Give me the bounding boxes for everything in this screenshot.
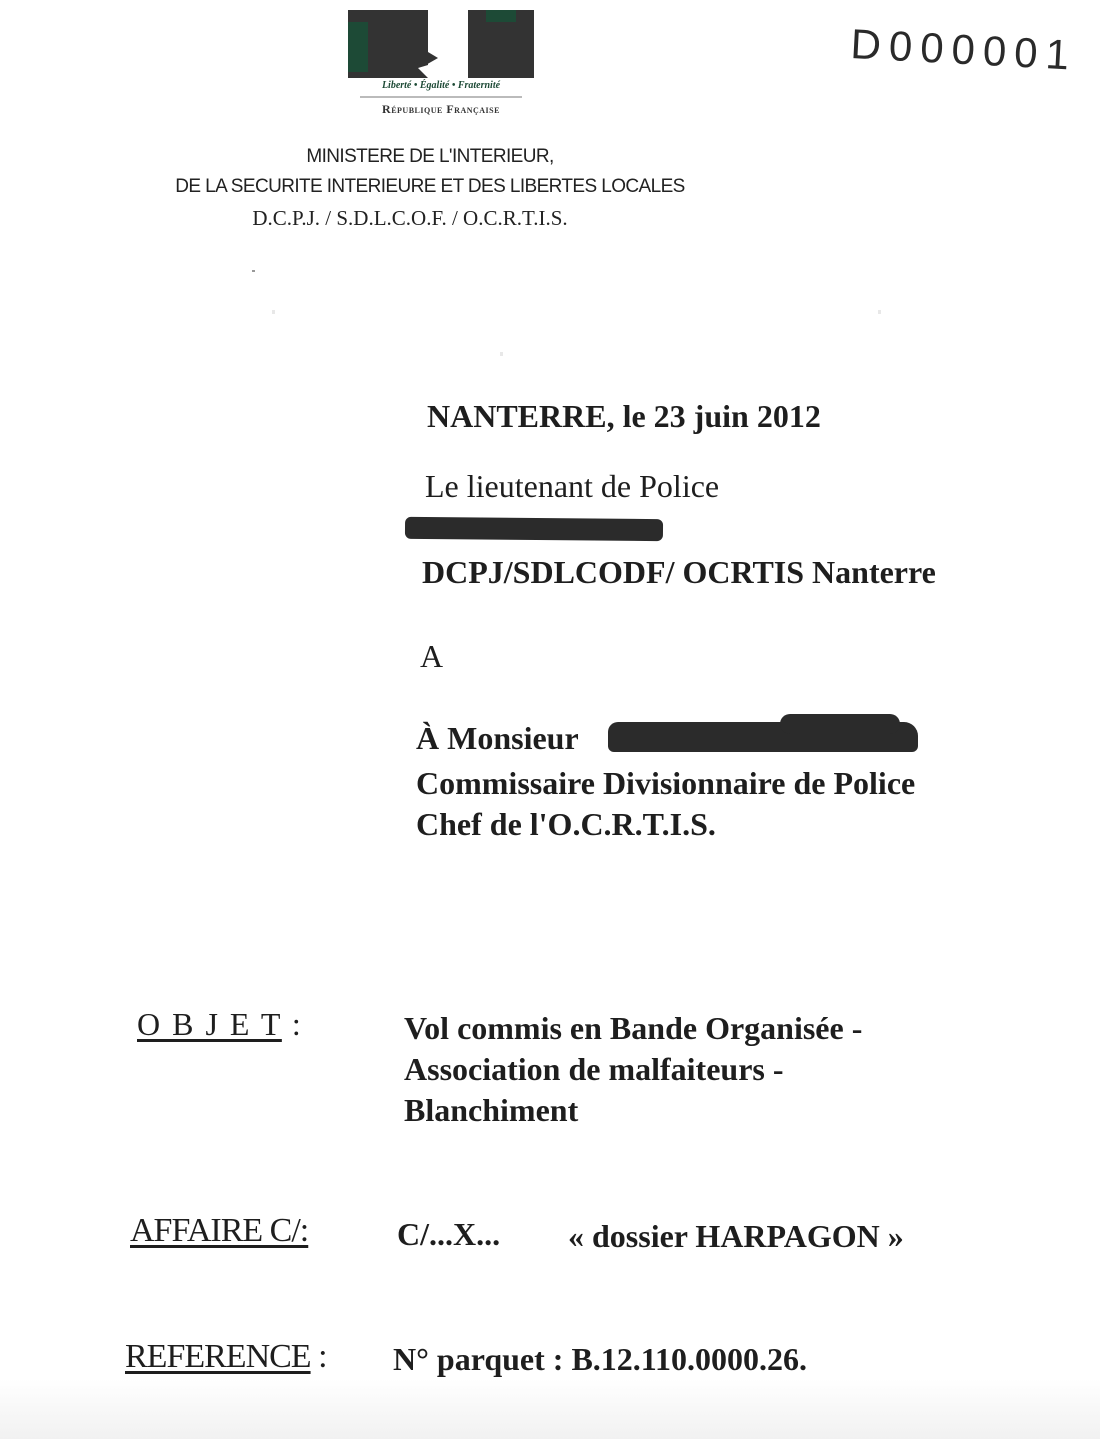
- reference-sep: :: [318, 1338, 327, 1375]
- reference-label-row: [125, 1338, 327, 1376]
- objet-label-row: [137, 1006, 303, 1043]
- marianne-profile-icon: [398, 18, 508, 78]
- addressee-position: Commissaire Divisionnaire de Police: [416, 765, 916, 801]
- objet-line-3: Blanchiment: [404, 1092, 579, 1128]
- objet-label: O B J E T: [137, 1006, 282, 1042]
- marianne-logo-icon: [346, 8, 536, 124]
- sender-unit: DCPJ/SDLCODF/ OCRTIS Nanterre: [422, 554, 936, 590]
- reference-value: N° parquet : B.12.110.0000.26.: [393, 1341, 808, 1377]
- redacted-addressee-name-overflow: [780, 714, 900, 734]
- sender-title: Le lieutenant de Police: [425, 468, 720, 504]
- document-number: D000001: [849, 20, 1079, 79]
- to-label: A: [420, 638, 444, 674]
- logo-emblem: [348, 10, 534, 78]
- scan-speck: [500, 352, 503, 356]
- affaire-label: AFFAIRE C/:: [130, 1212, 309, 1249]
- scan-speck: [272, 310, 275, 314]
- page-bottom-shadow: [0, 1379, 1100, 1439]
- reference-label: REFERENCE: [125, 1338, 311, 1375]
- objet-sep: :: [291, 1006, 303, 1042]
- logo-republic-text: République Française: [382, 102, 500, 116]
- addressee-role: Chef de l'O.C.R.T.I.S.: [416, 806, 716, 842]
- objet-line-1: Vol commis en Bande Organisée -: [404, 1010, 863, 1046]
- affaire-dossier: « dossier HARPAGON »: [568, 1218, 904, 1254]
- affaire-value: C/...X...: [397, 1216, 501, 1252]
- objet-value: [404, 1008, 862, 1131]
- objet-line-2: Association de malfaiteurs -: [404, 1051, 784, 1087]
- addressee-prefix: À Monsieur: [416, 720, 579, 756]
- ministry-line-3: D.C.P.J. / S.D.L.C.O.F. / O.C.R.T.I.S.: [252, 206, 568, 230]
- place-date: NANTERRE, le 23 juin 2012: [427, 398, 821, 434]
- logo-motto: Liberté • Égalité • Fraternité: [381, 80, 501, 91]
- redacted-sender-name: [405, 517, 663, 541]
- scan-speck: [878, 310, 881, 314]
- scan-speck: [252, 270, 255, 272]
- ministry-line-2: DE LA SECURITE INTERIEURE ET DES LIBERTES LOCALES: [175, 176, 685, 197]
- ministry-line-1: MINISTERE DE L'INTERIEUR,: [306, 146, 554, 167]
